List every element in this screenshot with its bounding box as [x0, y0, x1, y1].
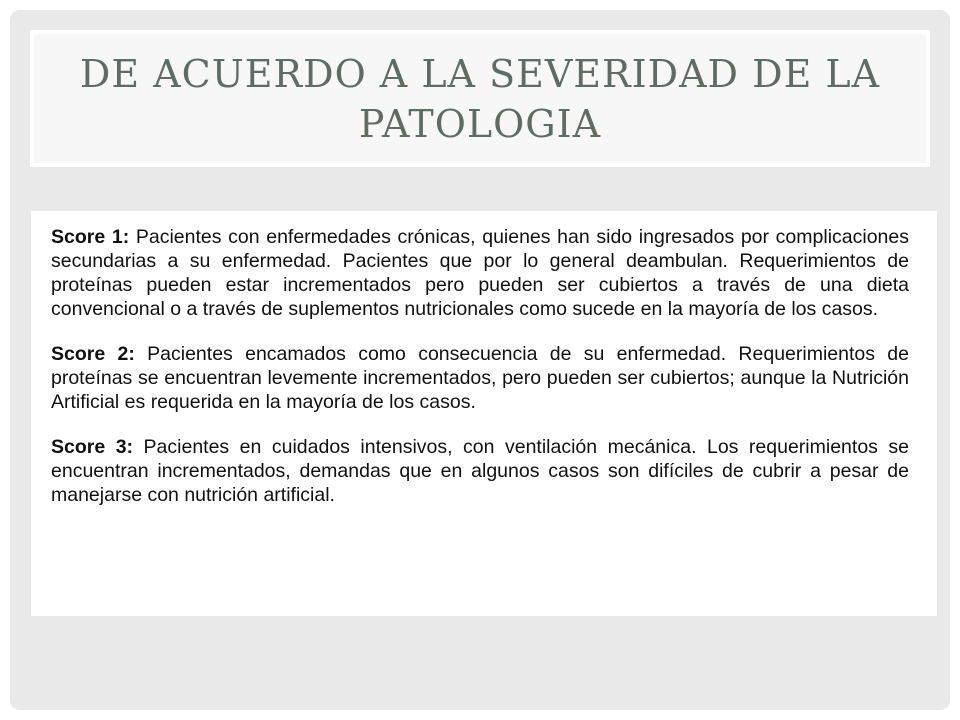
score-image-panel	[31, 211, 937, 616]
score-1-paragraph	[51, 225, 909, 321]
score-3-text: Pacientes en cuidados intensivos, con ventilación mecánica. Los requerimientos se encuentran incrementados, demandas que en algunos casos son difíciles de cubrir a pesar de manejarse con nutrición artificial.	[51, 436, 910, 506]
title-box	[30, 30, 930, 167]
score-1-label: Score 1:	[51, 226, 130, 248]
score-1-text: Pacientes con enfermedades crónicas, quienes han sido ingresados por complicaciones secundarias a su enfermedad. Pacientes que por lo general deambulan. Requerimientos de proteínas pueden estar incrementados pero pueden ser cubiertos a través de una dieta convencional o a través de suplementos nutricionales como sucede en la mayoría de los casos.	[51, 226, 909, 320]
slide-title: DE ACUERDO A LA SEVERIDAD DE LA PATOLOGIA	[79, 51, 881, 146]
slide	[10, 10, 950, 710]
score-2-text: Pacientes encamados como consecuencia de su enfermedad. Requerimientos de proteínas se encuentran levemente incrementados, pero pueden ser cubiertos; aunque la Nutrición Artificial es requerida en la mayoría de los casos.	[51, 343, 909, 413]
score-3-label: Score 3:	[51, 436, 134, 458]
score-2-label: Score 2:	[51, 343, 135, 365]
score-3-paragraph	[51, 435, 909, 507]
score-2-paragraph	[51, 342, 909, 414]
